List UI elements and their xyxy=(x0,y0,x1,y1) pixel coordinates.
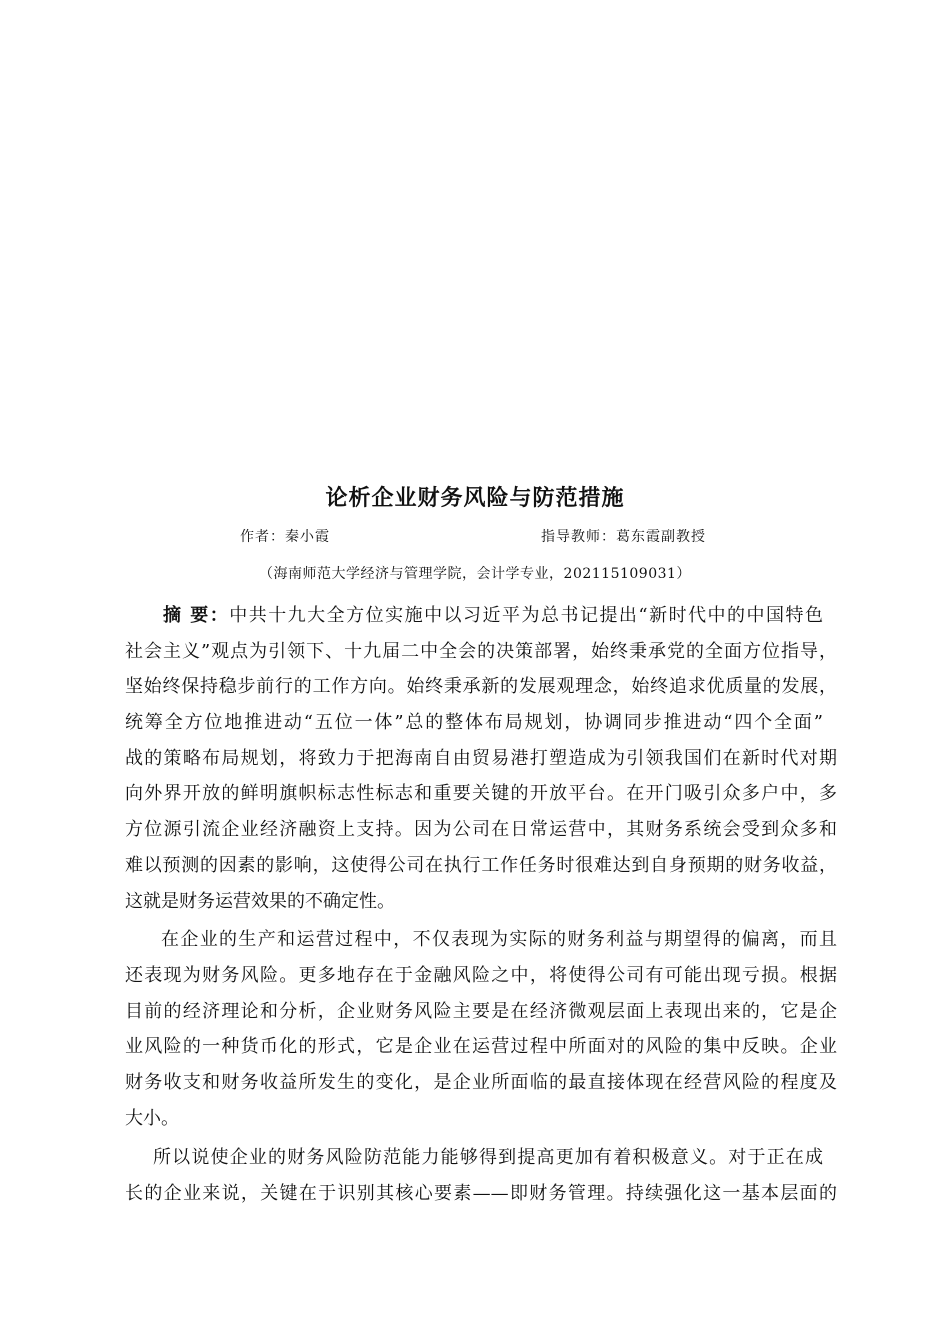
text-line: 这就是财务运营效果的不确定性。 xyxy=(125,890,395,912)
body-paragraph xyxy=(125,1140,837,1211)
text-line: 坚始终保持稳步前行的工作方向。始终秉承新的发展观理念，始终追求优质量的发展， xyxy=(125,676,837,698)
text-line: 摘 要：中共十九大全方位实施中以习近平为总书记提出“新时代中的中国特色 xyxy=(163,605,823,626)
author: 作者：秦小霞 xyxy=(240,529,330,545)
text-line: 战的策略布局规划，将致力于把海南自由贸易港打塑造成为引领我国们在新时代对期 xyxy=(125,747,837,769)
text-line: 大小。 xyxy=(125,1107,179,1129)
text-line: 统筹全方位地推进动“五位一体”总的整体布局规划，协调同步推进动“四个全面” xyxy=(125,712,823,734)
text-line: 社会主义”观点为引领下、十九届二中全会的决策部署，始终秉承党的全面方位指导， xyxy=(125,640,837,662)
text-line: 难以预测的因素的影响，这使得公司在执行工作任务时很难达到自身预期的财务收益， xyxy=(125,854,837,876)
text-line: 财务收支和财务收益所发生的变化，是企业所面临的最直接体现在经营风险的程度及 xyxy=(125,1071,837,1093)
body-paragraph xyxy=(125,922,837,1136)
abstract-paragraph xyxy=(125,598,837,919)
body-text xyxy=(125,598,837,1212)
affiliation: （海南师范大学经济与管理学院，会计学专业，202115109031） xyxy=(259,566,691,582)
advisor: 指导教师：葛东霞副教授 xyxy=(541,529,706,545)
text-line: 目前的经济理论和分析，企业财务风险主要是在经济微观层面上表现出来的，它是企 xyxy=(125,1000,837,1022)
abstract-label: 摘 要： xyxy=(163,605,230,626)
text-line: 方位源引流企业经济融资上支持。因为公司在日常运营中，其财务系统会受到众多和 xyxy=(125,819,837,841)
text-line: 业风险的一种货币化的形式，它是企业在运营过程中所面对的风险的集中反映。企业 xyxy=(125,1036,837,1058)
text-line: 所以说使企业的财务风险防范能力能够得到提高更加有着积极意义。对于正在成 xyxy=(153,1147,823,1169)
text-line: 还表现为财务风险。更多地存在于金融风险之中，将使得公司有可能出现亏损。根据 xyxy=(125,964,837,986)
text-line: 向外界开放的鲜明旗帜标志性标志和重要关键的开放平台。在开门吸引众多户中，多 xyxy=(125,783,837,805)
text-line: 在企业的生产和运营过程中，不仅表现为实际的财务利益与期望得的偏离，而且 xyxy=(161,929,837,951)
paper-title: 论析企业财务风险与防范措施 xyxy=(325,486,625,511)
text-line: 长的企业来说，关键在于识别其核心要素——即财务管理。持续强化这一基本层面的 xyxy=(125,1183,837,1204)
